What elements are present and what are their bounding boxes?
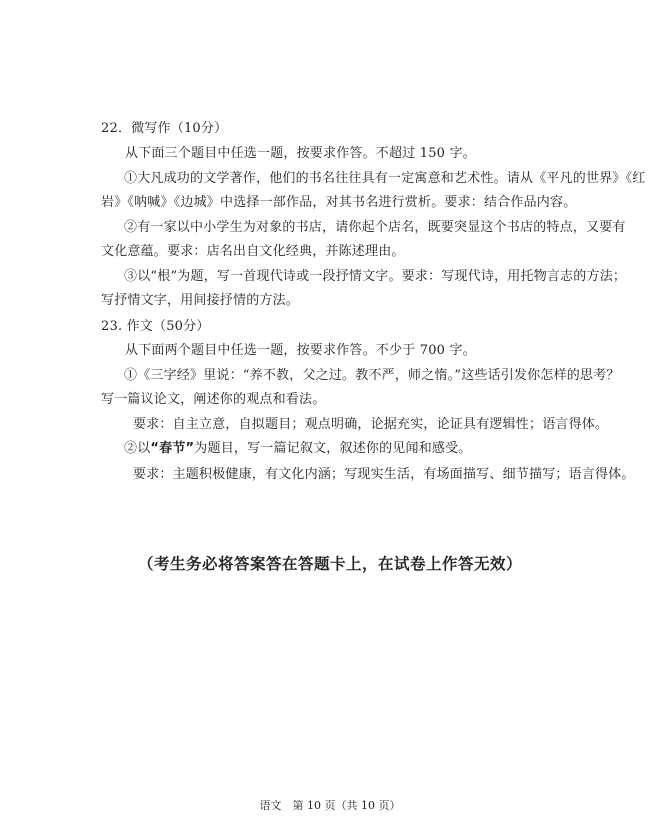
q23-instruction: 从下面两个题目中任选一题，按要求作答。不少于 700 字。	[125, 343, 476, 358]
q23-option1-line1: ①《三字经》里说：“养不教，父之过。教不严，师之惰。”这些话引发你怎样的思考？	[124, 368, 620, 383]
q23-title: 23. 作文（50分）	[101, 319, 210, 334]
q22-option2-line1: ②有一家以中小学生为对象的书店，请你起个店名，既要突显这个书店的特点，又要有	[124, 220, 626, 235]
q22-option3-line1: ③以“根”为题，写一首现代诗或一段抒情文字。要求：写现代诗，用托物言志的方法；	[124, 269, 627, 284]
q22-title: 22．微写作（10分）	[101, 121, 228, 136]
q22-option1-line1: ①大凡成功的文学著作，他们的书名往往具有一定寓意和艺术性。请从《平凡的世界》《红	[124, 171, 646, 186]
q22-option1-line2: 岩》《呐喊》《边城》中选择一部作品，对其书名进行赏析。要求：结合作品内容。	[101, 195, 577, 210]
q23-option1-requirement: 要求：自主立意，自拟题目；观点明确，论据充实，论证具有逻辑性；语言得体。	[133, 417, 609, 432]
q23-option2-requirement: 要求：主题积极健康，有文化内涵；写现实生活，有场面描写、细节描写；语言得体。	[133, 467, 635, 482]
answer-sheet-notice: （考生务必将答案答在答题卡上，在试卷上作答无效）	[137, 555, 522, 573]
q23-option2-keyword: “春节”	[150, 441, 195, 456]
q22-option3-line2: 写抒情文字，用间接抒情的方法。	[101, 293, 300, 308]
q23-option2-line	[124, 440, 472, 458]
q22-instruction: 从下面三个题目中任选一题，按要求作答。不超过 150 字。	[125, 146, 476, 161]
q23-option1-line2: 写一篇议论文，阐述你的观点和看法。	[101, 392, 326, 407]
q22-option2-line2: 文化意蕴。要求：店名出自文化经典，并陈述理由。	[101, 244, 405, 259]
page-footer: 语文 第 10 页（共 10 页）	[259, 799, 401, 812]
q23-option2-prefix: ②以	[124, 441, 151, 456]
q23-option2-suffix: 为题目，写一篇记叙文，叙述你的见闻和感受。	[194, 441, 472, 456]
